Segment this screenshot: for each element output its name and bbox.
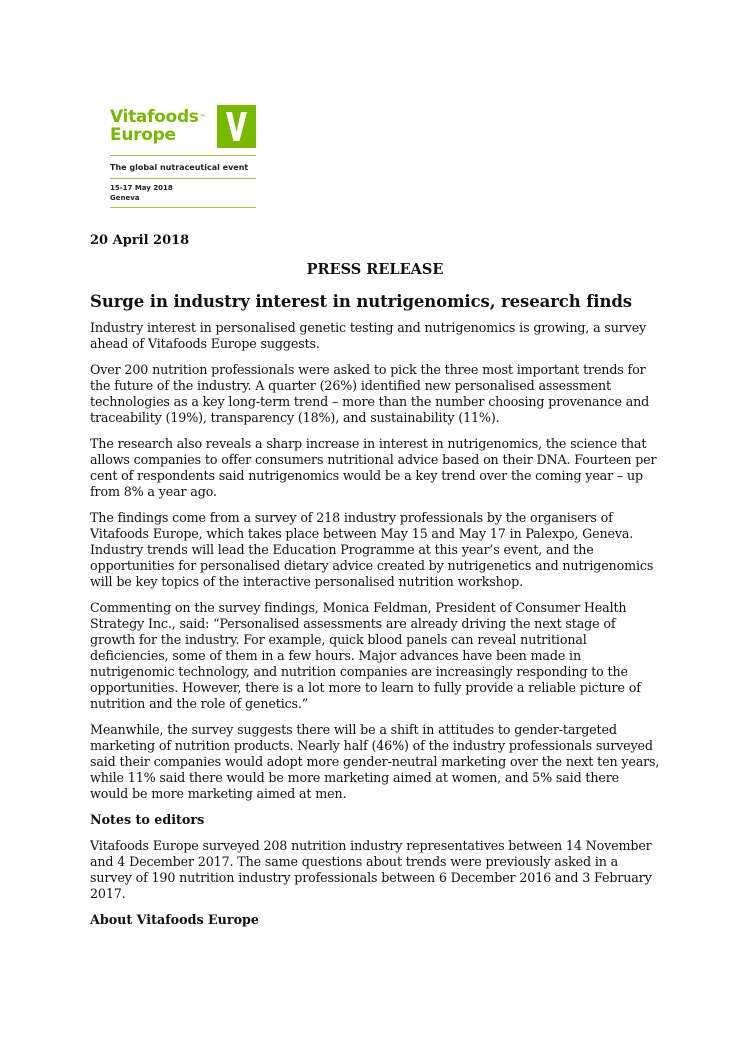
event-city: Geneva: [110, 194, 140, 202]
paragraph: Over 200 nutrition professionals were asked to pick the three most important trends for the future of the industry. A quarter (26%) identified new personalised assessment technologies as a key long-term trend – more than the number choosing provenance and traceability (19%), transparency (18%), and sustainability (11%).: [90, 362, 650, 425]
logo-trademark: ™: [199, 114, 206, 121]
event-dates: 15-17 May 2018: [110, 184, 173, 192]
about-heading: About Vitafoods Europe: [90, 912, 260, 927]
press-release-body: [90, 233, 660, 928]
notes-text: Vitafoods Europe surveyed 208 nutrition industry representatives between 14 November and 4 December 2017. The same questions about trends were previously asked in a survey of 190 nutrition industry professionals between 6 December 2016 and 3 February 2017.: [90, 838, 652, 901]
logo-line2: Europe: [110, 125, 176, 145]
paragraph: The findings come from a survey of 218 industry professionals by the organisers of Vitafoods Europe, which takes place between May 15 and May 17 in Palexpo, Geneva. Industry trends will lead the Education Programme at this year’s event, and the opportunities for personalised dietary advice created by nutrigenetics and nutrigenomics will be key topics of the interactive personalised nutrition workshop.: [90, 510, 654, 589]
headline: Surge in industry interest in nutrigenomics, research finds: [90, 292, 632, 311]
vitafoods-logo: [110, 104, 256, 208]
press-release-label: PRESS RELEASE: [306, 261, 444, 278]
notes-heading: Notes to editors: [90, 812, 205, 827]
logo-line1: Vitafoods: [110, 107, 199, 127]
logo-tagline: The global nutraceutical event: [110, 163, 249, 172]
logo-divider: [110, 178, 256, 179]
paragraph: Commenting on the survey findings, Monica Feldman, President of Consumer Health Strategy Inc., said: “Personalised assessments are already driving the next stage of growth for the industry. For example, quick blood panels can reveal nutritional deficiencies, some of them in a few hours. Major advances have been made in nutrigenomic technology, and nutrition companies are increasingly responding to the opportunities. However, there is a lot more to learn to fully provide a reliable picture of nutrition and the role of genetics.”: [90, 600, 641, 711]
logo-divider: [110, 207, 256, 208]
v-logo-icon: [217, 105, 256, 148]
paragraph: The research also reveals a sharp increase in interest in nutrigenomics, the science that allows companies to offer consumers nutritional advice based on their DNA. Fourteen per cent of respondents said nutrigenomics would be a key trend over the coming year – up from 8% a year ago.: [90, 436, 657, 499]
paragraph: Industry interest in personalised genetic testing and nutrigenomics is growing, a survey ahead of Vitafoods Europe suggests.: [90, 320, 647, 351]
logo-wordmark: [110, 104, 256, 154]
logo-divider: [110, 155, 256, 156]
paragraph: Meanwhile, the survey suggests there will be a shift in attitudes to gender-targeted marketing of nutrition products. Nearly half (46%) of the industry professionals surveyed said their companies would adopt more gender-neutral marketing over the next ten years, while 11% said there would be more marketing aimed at women, and 5% said there would be more marketing aimed at men.: [90, 722, 660, 801]
release-date: 20 April 2018: [90, 233, 190, 248]
